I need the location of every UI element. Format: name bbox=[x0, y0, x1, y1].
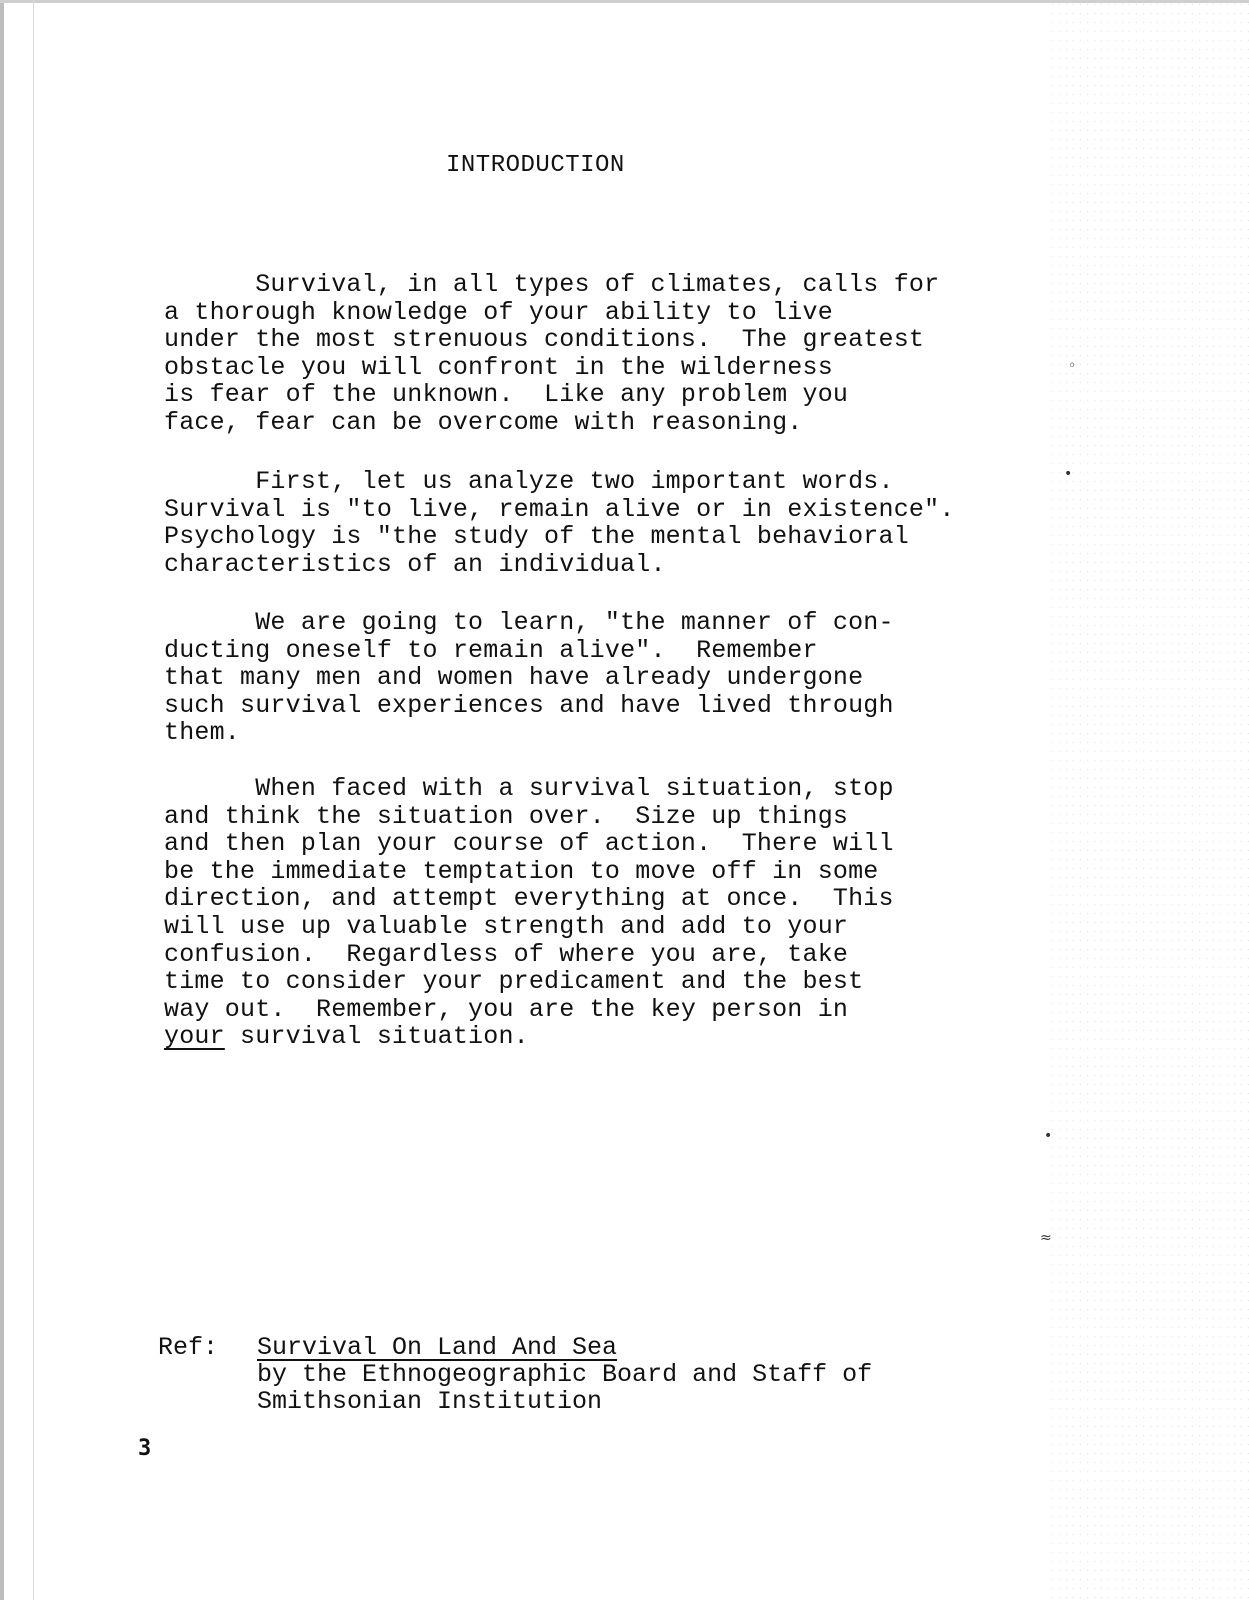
paragraph-line: face, fear can be overcome with reasoning. bbox=[164, 407, 803, 437]
paragraph-line: obstacle you will confront in the wilderness bbox=[164, 352, 833, 382]
paragraph-line: When faced with a survival situation, stop bbox=[164, 774, 894, 803]
paragraph-line: First, let us analyze two important words. bbox=[164, 467, 894, 496]
page-title: INTRODUCTION bbox=[446, 152, 625, 179]
reference-line: by the Ethnogeographic Board and Staff of bbox=[257, 1360, 873, 1389]
paragraph-line: We are going to learn, "the manner of con- bbox=[164, 608, 894, 637]
paragraph-line: Survival, in all types of climates, calls for bbox=[164, 270, 940, 299]
reference-label: Ref: bbox=[158, 1333, 219, 1362]
scan-edge-left bbox=[0, 0, 4, 1600]
paragraph-line: be the immediate temptation to move off in some bbox=[164, 856, 879, 886]
paragraph-1 bbox=[164, 271, 939, 437]
scan-blemish: ◦ bbox=[1068, 358, 1077, 374]
paragraph-line: will use up valuable strength and add to your bbox=[164, 911, 849, 941]
emphasized-word: your bbox=[164, 1022, 225, 1052]
reference-body bbox=[257, 1334, 872, 1415]
paragraph-line: ducting oneself to remain alive". Remember bbox=[164, 635, 818, 665]
reference-line: Smithsonian Institution bbox=[257, 1387, 603, 1416]
scan-noise bbox=[1049, 0, 1249, 1600]
paragraph-line: that many men and women have already undergone bbox=[164, 663, 864, 693]
scan-artifact-line bbox=[33, 0, 34, 1600]
paragraph-line: and think the situation over. Size up things bbox=[164, 801, 849, 831]
reference-block bbox=[158, 1333, 873, 1442]
paragraph-line: under the most strenuous conditions. The greatest bbox=[164, 325, 925, 355]
page-number: 3 bbox=[138, 1436, 152, 1461]
paragraph-line: way out. Remember, you are the key person in bbox=[164, 994, 849, 1024]
paragraph-4 bbox=[164, 775, 894, 1051]
paragraph-line: them. bbox=[164, 718, 241, 748]
paragraph-2 bbox=[164, 468, 955, 578]
scan-blemish: • bbox=[1064, 466, 1073, 482]
paragraph-line: is fear of the unknown. Like any problem you bbox=[164, 380, 849, 410]
scan-blemish: ≈ bbox=[1040, 1230, 1052, 1246]
paragraph-line: confusion. Regardless of where you are, take bbox=[164, 939, 849, 969]
paragraph-3 bbox=[164, 609, 894, 747]
reference-title: Survival On Land And Sea bbox=[257, 1333, 618, 1362]
paragraph-line: such survival experiences and have lived through bbox=[164, 690, 894, 720]
paragraph-line: a thorough knowledge of your ability to live bbox=[164, 297, 833, 327]
paragraph-line: Psychology is "the study of the mental behavioral bbox=[164, 522, 909, 552]
paragraph-line: and then plan your course of action. There will bbox=[164, 829, 894, 859]
paragraph-line: time to consider your predicament and the best bbox=[164, 967, 864, 997]
scan-blemish: • bbox=[1044, 1128, 1053, 1144]
paragraph-line: direction, and attempt everything at once. This bbox=[164, 884, 894, 914]
paragraph-line-final bbox=[164, 1023, 894, 1051]
paragraph-line: characteristics of an individual. bbox=[164, 549, 666, 579]
paragraph-line: Survival is "to live, remain alive or in existence". bbox=[164, 494, 955, 524]
paragraph-line-rest: survival situation. bbox=[224, 1022, 529, 1052]
